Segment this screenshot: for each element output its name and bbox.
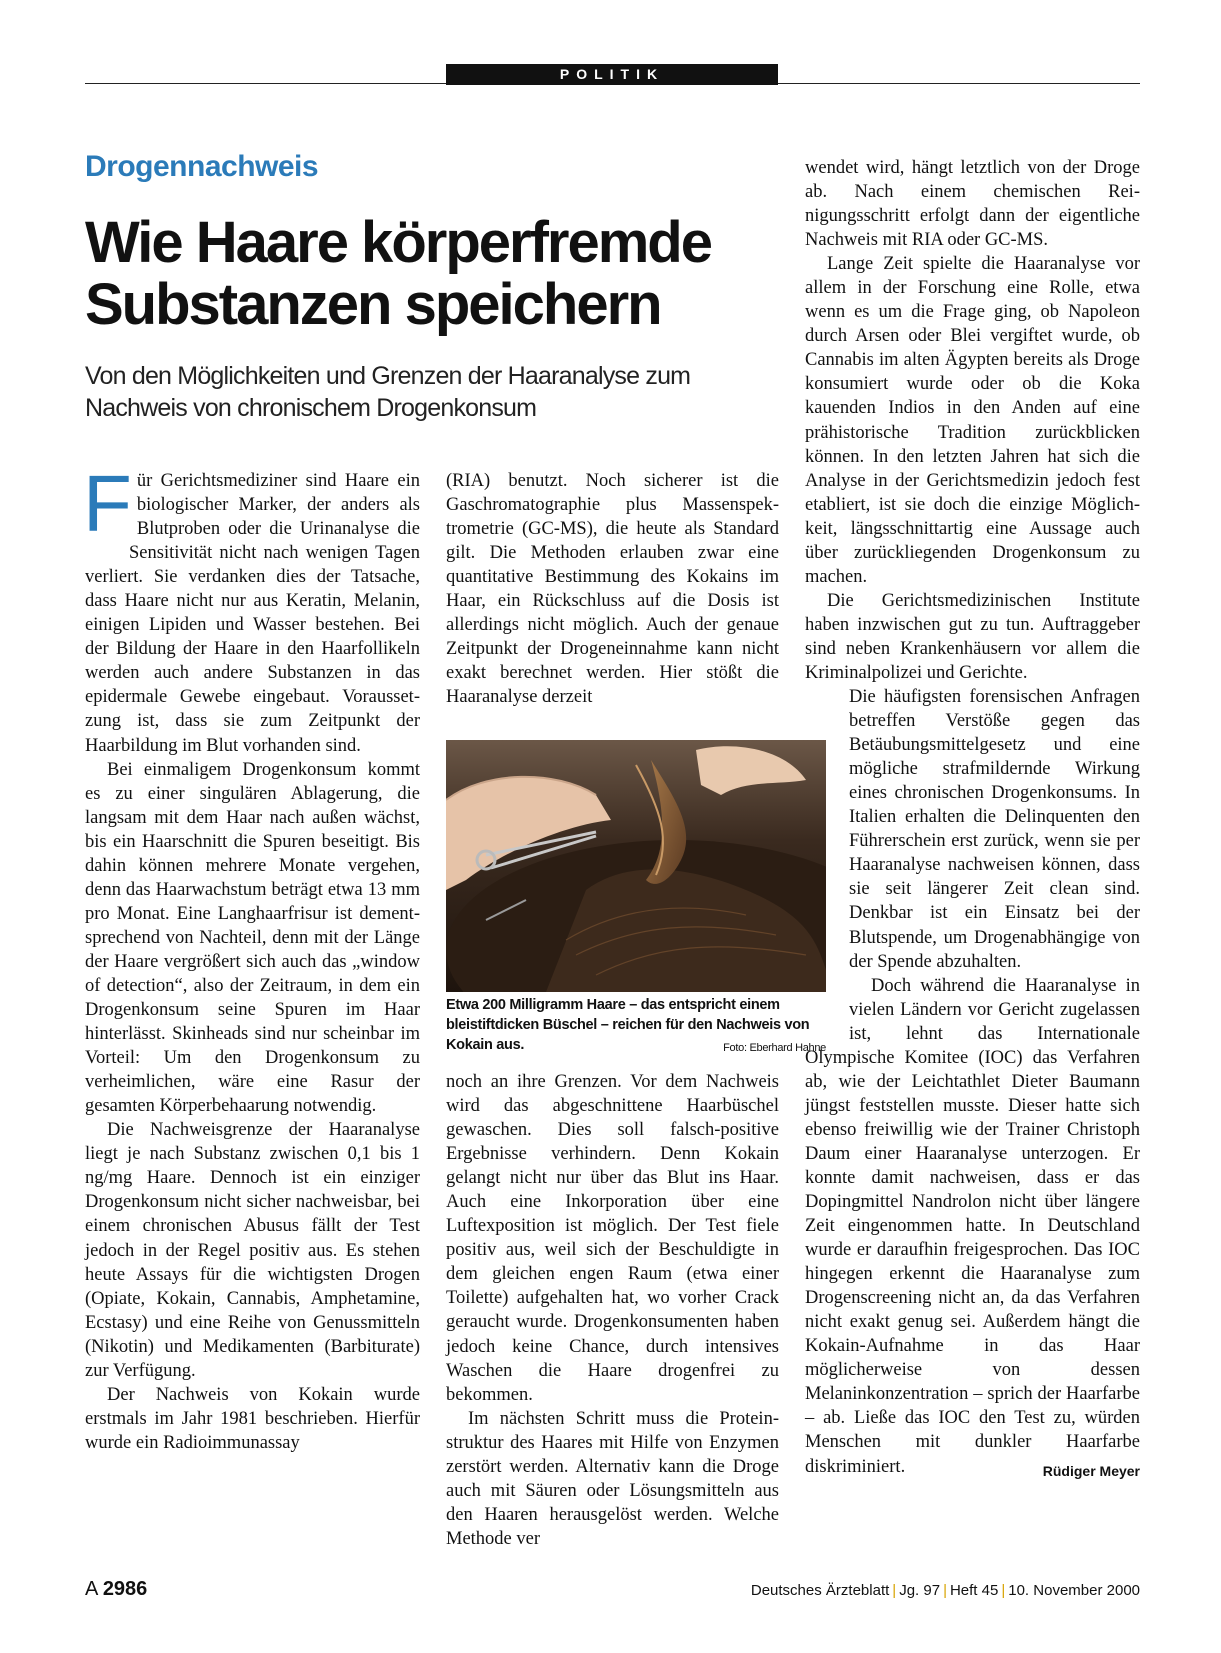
article-kicker: Drogennachweis	[85, 150, 319, 183]
photo-caption	[446, 995, 826, 1058]
journal-issue: Heft 45	[949, 1582, 999, 1599]
article-subheadline	[85, 360, 775, 424]
article-headline	[85, 212, 775, 336]
subhead-line-2: Nachweis von chronischem Drogenkonsum	[85, 394, 537, 422]
publication-info: Deutsches Ärzteblatt | Jg. 97 | Heft 45 | 10. November 2000	[750, 1582, 1140, 1599]
body-paragraph: Die Gerichtsmedizinischen Institute haben inzwischen gut zu tun. Auftraggeber sind neben Krankenhäusern vor allem die Kriminalpolizei und Gerichte.	[805, 590, 1140, 683]
section-label: POLITIK	[446, 64, 778, 85]
page-prefix: A	[85, 1578, 98, 1600]
journal-volume: Jg. 97	[899, 1582, 941, 1599]
photo-credit: Foto: Eberhard Hahne	[723, 1042, 826, 1054]
issue-date: 10. November 2000	[1008, 1582, 1140, 1599]
body-paragraph: wendet wird, hängt letztlich von der Droge ab. Nach einem chemischen Reinigungsschritt erfolgt dann der eigentliche Nachweis mit RIA oder GC-MS.	[805, 158, 1140, 251]
journal-name: Deutsches Ärzteblatt	[750, 1582, 890, 1599]
body-paragraph	[805, 974, 1140, 1479]
article-photo	[446, 740, 826, 992]
headline-line-1: Wie Haare körperfremde	[85, 210, 711, 275]
body-paragraph: Der Nachweis von Kokain wurde erstmals im Jahr 1981 beschrieben. Hierfür wurde ein Radioimmunassay	[85, 1384, 420, 1453]
author-signature: Rüdiger Meyer	[1042, 1462, 1140, 1479]
body-paragraph: ür Gerichtsmediziner sind Haare ein biologischer Marker, der anders als Blutproben oder die Urinanalyse die Sensitivität nicht nach wenigen Tagen verliert. Sie verdanken dies der Tatsache, dass Haare nicht nur aus Keratin, Melanin, einigen Lipiden und Wasser bestehen. Bei der Bildung der Haare in den Haarfollikeln werden auch andere Substanzen in das epidermale Gewebe eingebaut. Voraussetzung ist, dass sie zum Zeitpunkt der Haarbildung im Blut vorhanden sind.	[85, 471, 420, 756]
text-column-2-top	[446, 469, 779, 709]
page-number	[85, 1578, 147, 1601]
drop-cap: F	[83, 459, 132, 548]
body-paragraph: Die Nachweisgrenze der Haaranalyse liegt je nach Substanz zwischen 0,1 bis 1 ng/mg Haare. Dennoch ist ein einziger Drogenkonsum nicht sicher nachweisbar, bei einem chronischen Abusus fällt der Test jedoch in der Regel positiv aus. Es stehen heute Assays für die wichtigsten Drogen (Opiate, Kokain, Cannabis, Amphetamine, Ecstasy) und eine Reihe von Genussmitteln (Nikotin) und Medikamenten (Barbiturate) zur Verfügung.	[85, 1120, 420, 1381]
body-paragraph: Lange Zeit spielte die Haaranalyse vor allem in der Forschung eine Rolle, etwa wenn es um die Frage ging, ob Napoleon durch Arsen oder Blei vergiftet wurde, ob Cannabis im alten Ägypten bereits als Droge konsumiert wurde oder ob die Koka kauenden Indios in den Anden auf eine prähistorische Tradition zurückblicken können. In den letzten Jahren hat sich die Analyse in der Gerichtsmedizin jedoch fest etabliert, ist sie doch die einzige Möglichkeit, längsschnittartig eine Aussage auch über zurückliegenden Drogenkonsum zu machen.	[805, 254, 1140, 587]
text-column-3	[805, 156, 1140, 1483]
text-column-2-bottom	[446, 1070, 779, 1551]
headline-line-2: Substanzen speichern	[85, 272, 661, 337]
body-paragraph: Im nächsten Schritt muss die Proteinstruktur des Haares mit Hilfe von Enzymen zerstört werden. Alternativ kann die Droge auch mit Säuren oder Lösungsmitteln aus den Haaren herausgelöst werden. Welche Methode ver	[446, 1408, 779, 1549]
body-paragraph: noch an ihre Grenzen. Vor dem Nachweis wird das abgeschnittene Haarbüschel gewaschen. Dies soll falsch-positive Ergebnisse verhindern. Denn Kokain gelangt nicht nur über das Blut ins Haar. Auch eine Inkorporation über eine Luftexposition ist möglich. Der Test fiele positiv aus, weil sich der Beschuldigte in dem gleichen engen Raum (etwa einer Toilette) aufgehalten hat, wo vorher Crack geraucht wurde. Drogenkonsumenten haben jedoch keine Chance, durch intensives Waschen die Haare drogenfrei zu bekommen.	[446, 1072, 779, 1405]
body-paragraph: (RIA) benutzt. Noch sicherer ist die Gaschromatographie plus Massenspektrometrie (GC-MS), die heute als Standard gilt. Die Methoden erlauben zwar eine quantitative Bestimmung des Kokains im Haar, ein Rückschluss auf die Dosis ist allerdings nicht möglich. Auch der genaue Zeitpunkt der Drogeneinnahme kann nicht exakt berechnet werden. Hier stößt die Haaranalyse derzeit	[446, 471, 779, 708]
subhead-line-1: Von den Möglichkeiten und Grenzen der Haaranalyse zum	[85, 362, 691, 390]
page-number-value: 2986	[102, 1578, 148, 1600]
body-paragraph: Die häufigsten forensischen Anfragen betreffen Verstöße gegen das Betäubungsmittelgesetz und eine mögliche strafmildernde Wirkung eines chronischen Drogenkonsums. In Italien erhalten die Delinquenten den Führerschein erst zurück, wenn sie per Haaranalyse nachweisen können, dass sie seit längerer Zeit clean sind. Denkbar ist ein Einsatz bei der Blutspende, um Drogenabhängige von der Spende abzuhalten.	[849, 687, 1140, 972]
text-column-1	[83, 459, 420, 1455]
body-paragraph: Bei einmaligem Drogenkonsum kommt es zu einer singulären Ablagerung, die langsam mit dem Haar nach außen wächst, bis ein Haarschnitt die Spuren beseitigt. Bis dahin können mehrere Monate vergehen, denn das Haarwachstum beträgt etwa 13 mm pro Monat. Eine Langhaarfrisur ist dementsprechend von Nachteil, denn mit der Länge der Haare vergrößert sich auch das „window of detection“, also der Zeitraum, in dem ein Drogenkonsum seine Spuren im Haar hinterlässt. Skinheads sind nur scheinbar im Vorteil: Um den Drogenkonsum zu verheimlichen, wäre eine Rasur der gesamten Körperbehaarung notwendig.	[85, 759, 420, 1117]
body-paragraph-text: Doch während die Haaranalyse in vielen Ländern vor Gericht zugelassen ist, lehnt das Internationale Olympische Komitee (IOC) das Verfahren ab, wie der Leichtathlet Dieter Baumann jüngst feststellen musste. Dieser hatte sich ebenso freiwillig wie der Trainer Christoph Daum einer Haaranalyse unterzogen. Er konnte damit nachweisen, dass er das Dopingmittel Nandrolon nicht über längere Zeit eingenommen hatte. In Deutschland wurde er daraufhin freigesprochen. Das IOC hingegen erkennt die Haaranalyse zum Drogenscreening nicht an, da das Verfahren nicht exakt genug sei. Außerdem hängt die Kokain-Aufnahme in das Haar möglicherweise von dessen Melaninkonzentration – sprich der Haarfarbe – ab. Ließe das IOC den Test zu, würden Menschen mit dunkler Haarfarbe diskriminiert.	[805, 975, 1140, 1477]
caption-text: Etwa 200 Milligramm Haare – das entspricht einem bleistiftdicken Büschel – reichen für den Nachweis von Kokain aus.	[446, 997, 810, 1053]
hair-sampling-photo	[446, 740, 826, 992]
